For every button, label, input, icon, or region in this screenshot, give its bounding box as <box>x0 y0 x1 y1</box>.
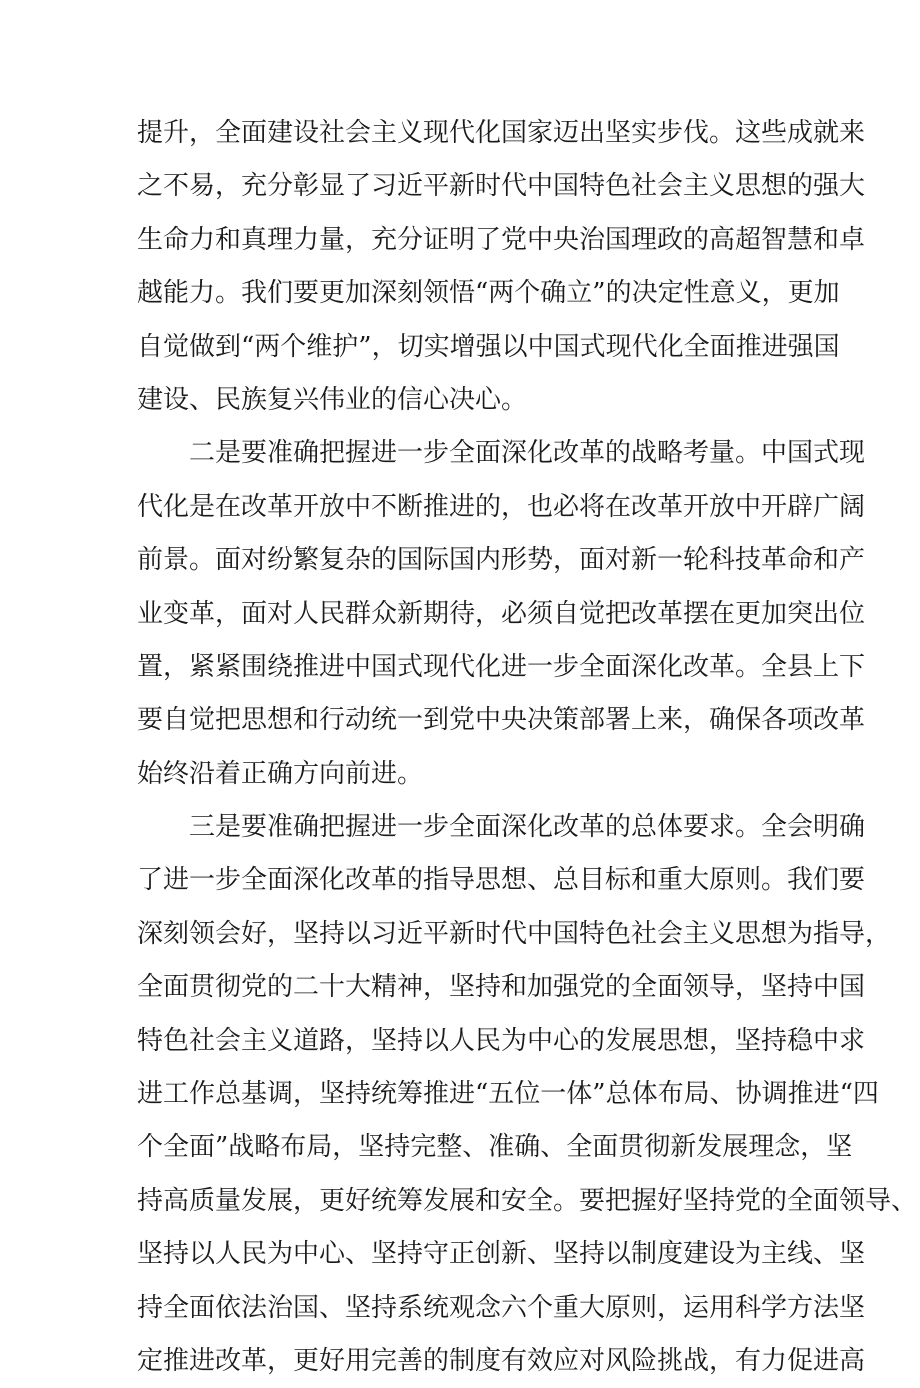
text-line: 生命力和真理力量，充分证明了党中央治国理政的高超智慧和卓 <box>137 224 866 255</box>
paragraph-3 <box>137 801 918 1388</box>
text-line: 持全面依法治国、坚持系统观念六个重大原则，运用科学方法坚 <box>137 1292 866 1323</box>
text-line: 坚持以人民为中心、坚持守正创新、坚持以制度建设为主线、坚 <box>137 1239 866 1270</box>
text-line: 定推进改革，更好用完善的制度有效应对风险挑战，有力促进高 <box>137 1345 866 1376</box>
text-line: 提升，全面建设社会主义现代化国家迈出坚实步伐。这些成就来 <box>137 118 866 148</box>
paragraph-1 <box>137 107 866 427</box>
text-line: 代化是在改革开放中不断推进的，也必将在改革开放中开辟广阔 <box>137 491 866 522</box>
text-line: 业变革，面对人民群众新期待，必须自觉把改革摆在更加突出位 <box>137 598 866 629</box>
text-line: 全面贯彻党的二十大精神，坚持和加强党的全面领导，坚持中国 <box>137 972 866 1003</box>
text-line: 之不易，充分彰显了习近平新时代中国特色社会主义思想的强大 <box>137 171 866 202</box>
text-line: 置，紧紧围绕推进中国式现代化进一步全面深化改革。全县上下 <box>137 651 866 682</box>
text-line: 二是要准确把握进一步全面深化改革的战略考量。中国式现 <box>189 438 866 469</box>
text-line: 越能力。我们要更加深刻领悟“两个确立”的决定性意义，更加 <box>137 278 840 309</box>
text-line: 建设、民族复兴伟业的信心决心。 <box>137 384 528 415</box>
body-text <box>137 107 918 1388</box>
text-line: 前景。面对纷繁复杂的国际国内形势，面对新一轮科技革命和产 <box>137 545 866 576</box>
text-line: 三是要准确把握进一步全面深化改革的总体要求。全会明确 <box>189 812 866 843</box>
text-line: 特色社会主义道路，坚持以人民为中心的发展思想，坚持稳中求 <box>137 1025 866 1056</box>
text-line: 进工作总基调，坚持统筹推进“五位一体”总体布局、协调推进“四 <box>137 1079 879 1110</box>
text-line: 个全面”战略布局，坚持完整、准确、全面贯彻新发展理念，坚 <box>137 1132 853 1163</box>
text-line: 要自觉把思想和行动统一到党中央决策部署上来，确保各项改革 <box>137 705 866 736</box>
text-line: 了进一步全面深化改革的指导思想、总目标和重大原则。我们要 <box>137 865 866 896</box>
text-line: 自觉做到“两个维护”，切实增强以中国式现代化全面推进强国 <box>137 331 840 362</box>
text-line: 始终沿着正确方向前进。 <box>137 758 424 789</box>
paragraph-2 <box>137 427 866 801</box>
text-line: 深刻领会好，坚持以习近平新时代中国特色社会主义思想为指导， <box>137 918 892 949</box>
text-line: 持高质量发展，更好统筹发展和安全。要把握好坚持党的全面领导、 <box>137 1185 918 1216</box>
